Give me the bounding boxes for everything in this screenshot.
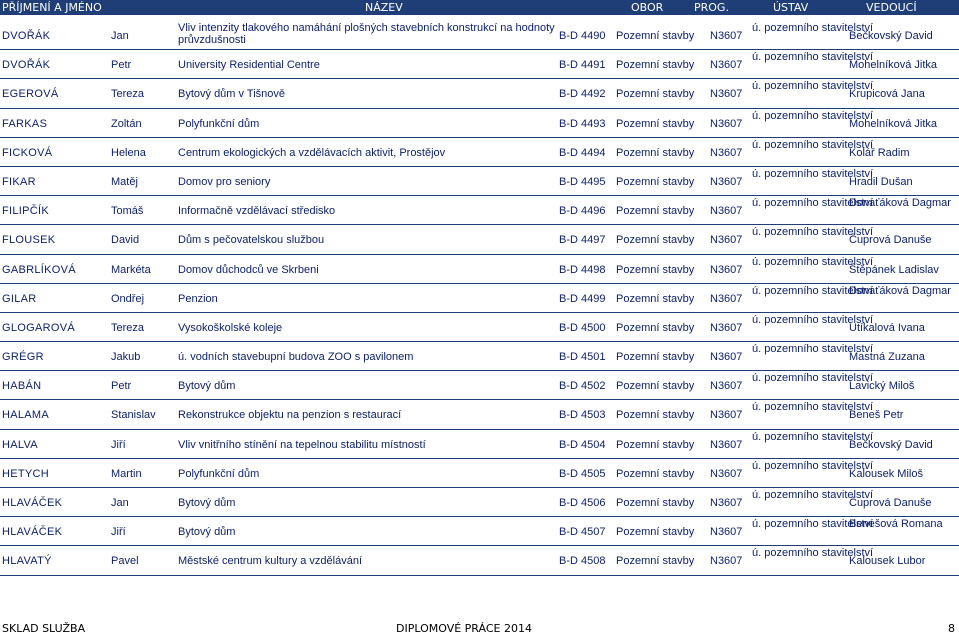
cell-obor: Pozemní stavby [616,526,695,539]
header-title: NÁZEV [365,1,403,14]
cell-title: ú. vodních stavebupní budova ZOO s pavilonem [178,351,414,364]
cell-obor: Pozemní stavby [616,30,695,42]
header-prog: PROG. [694,1,729,14]
cell-vedouci: Beneš Petr [849,409,904,422]
cell-obor: Pozemní stavby [616,497,695,509]
cell-prog: N3607 [710,59,743,72]
cell-surname: EGEROVÁ [2,88,59,101]
cell-obor: Pozemní stavby [616,88,695,101]
cell-name: Tereza [111,321,145,334]
table-row [0,284,959,313]
cell-vedouci: Bečkovský David [849,438,933,451]
cell-surname: HABÁN [2,380,42,393]
cell-prog: N3607 [710,175,743,188]
cell-surname: FILIPČÍK [2,205,50,218]
cell-vedouci: Čuprová Danuše [849,234,932,247]
cell-surname: GABRLÍKOVÁ [2,263,76,276]
cell-vedouci: Utíkalová Ivana [849,321,925,334]
cell-ustav: ú. pozemního stavitelství [752,401,874,414]
cell-obor: Pozemní stavby [616,234,695,247]
table-row [0,371,959,400]
cell-prog: N3607 [710,292,743,305]
cell-title: Domov důchodců ve Skrbeni [178,263,319,276]
table-row [0,21,959,50]
table-row [0,546,959,575]
cell-vedouci: Krupicová Jana [849,88,925,101]
cell-vedouci: Donaťáková Dagmar [849,284,951,297]
table-row [0,342,959,371]
cell-name: Petr [111,59,132,72]
table-row [0,517,959,546]
cell-obor: Pozemní stavby [616,351,695,364]
cell-surname: FLOUSEK [2,234,56,247]
cell-surname: HLAVÁČEK [2,497,63,509]
table-row [0,430,959,459]
cell-title: Dům s pečovatelskou službou [178,234,325,247]
cell-ustav: ú. pozemního stavitelství [752,138,874,151]
cell-name: David [111,234,140,247]
cell-vedouci: Mohelníková Jitka [849,117,938,130]
cell-name: Helena [111,146,146,159]
table-row [0,196,959,225]
cell-ustav: ú. pozemního stavitelství [752,284,874,297]
cell-vedouci: Kalousek Lubor [849,555,926,568]
table-header [0,0,959,15]
cell-title: Centrum ekologických a vzdělávacích aktivit, Prostějov [178,146,446,159]
cell-prog: N3607 [710,351,743,364]
cell-name: Jakub [111,351,141,364]
page-number: 8 [948,622,955,635]
cell-title: Bytový dům v Tišnově [178,88,285,101]
cell-name: Ondřej [111,292,145,305]
header-obor: OBOR [631,1,664,14]
cell-prog: N3607 [710,555,743,568]
cell-surname: GILAR [2,292,37,305]
cell-title: Bytový dům [178,526,236,539]
cell-title: Bytový dům [178,497,236,509]
cell-prog: N3607 [710,409,743,422]
cell-ustav: ú. pozemního stavitelství [752,518,874,531]
cell-surname: FICKOVÁ [2,146,53,159]
cell-name: Matěj [111,175,138,188]
cell-vedouci: Benešová Romana [849,518,943,531]
page-footer [0,624,959,635]
cell-code: B-D 4496 [559,205,606,218]
cell-name: Martin [111,467,142,480]
cell-obor: Pozemní stavby [616,321,695,334]
cell-obor: Pozemní stavby [616,146,695,159]
cell-prog: N3607 [710,234,743,247]
cell-code: B-D 4490 [559,30,606,42]
header-ustav: ÚSTAV [773,1,809,14]
cell-ustav: ú. pozemního stavitelství [752,547,874,560]
cell-surname: FARKAS [2,117,48,130]
cell-prog: N3607 [710,205,743,218]
cell-title: Penzion [178,292,218,305]
table-row [0,138,959,167]
footer-center-text: DIPLOMOVÉ PRÁCE 2014 [396,622,532,635]
table-row [0,109,959,138]
cell-obor: Pozemní stavby [616,555,695,568]
cell-name: Jiří [111,438,126,451]
table-row [0,167,959,196]
cell-prog: N3607 [710,380,743,393]
table-row [0,255,959,284]
cell-code: B-D 4507 [559,526,606,539]
cell-surname: HLAVATÝ [2,555,52,568]
cell-prog: N3607 [710,146,743,159]
cell-ustav: ú. pozemního stavitelství [752,51,874,64]
cell-vedouci: Bečkovský David [849,30,933,42]
cell-prog: N3607 [710,30,743,42]
cell-vedouci: Lavický Miloš [849,380,915,393]
cell-surname: GLOGAROVÁ [2,321,75,334]
cell-prog: N3607 [710,117,743,130]
cell-surname: FIKAR [2,175,36,188]
cell-title: Polyfunkční dům [178,117,260,130]
cell-code: B-D 4494 [559,146,606,159]
cell-title: Rekonstrukce objektu na penzion s restaurací [178,409,402,422]
thesis-table [0,21,959,576]
cell-ustav: ú. pozemního stavitelství [752,372,874,385]
cell-vedouci: Donaťáková Dagmar [849,197,951,210]
cell-name: Jiří [111,526,126,539]
cell-code: B-D 4495 [559,175,606,188]
cell-vedouci: Kalousek Miloš [849,467,923,480]
table-row [0,400,959,429]
cell-vedouci: Štěpánek Ladislav [849,263,939,276]
cell-name: Petr [111,380,132,393]
table-row [0,459,959,488]
cell-code: B-D 4493 [559,117,606,130]
header-vedouci: VEDOUCÍ [866,1,917,14]
cell-surname: DVOŘÁK [2,59,51,72]
cell-prog: N3607 [710,467,743,480]
cell-surname: HALVA [2,438,38,451]
cell-surname: DVOŘÁK [2,30,51,42]
cell-obor: Pozemní stavby [616,59,695,72]
cell-title: University Residential Centre [178,59,320,72]
cell-obor: Pozemní stavby [616,175,695,188]
cell-name: Tereza [111,88,145,101]
cell-obor: Pozemní stavby [616,117,695,130]
cell-ustav: ú. pozemního stavitelství [752,80,874,93]
cell-obor: Pozemní stavby [616,292,695,305]
cell-ustav: ú. pozemního stavitelství [752,343,874,356]
cell-surname: HLAVÁČEK [2,526,63,539]
cell-code: B-D 4499 [559,292,606,305]
cell-code: B-D 4501 [559,351,606,364]
cell-obor: Pozemní stavby [616,263,695,276]
cell-vedouci: Mohelníková Jitka [849,59,938,72]
cell-title: Vliv vnitřního stínění na tepelnou stabilitu místností [178,438,426,451]
cell-ustav: ú. pozemního stavitelství [752,167,874,180]
cell-ustav: ú. pozemního stavitelství [752,109,874,122]
cell-title: Polyfunkční dům [178,467,260,480]
cell-code: B-D 4492 [559,88,606,101]
cell-prog: N3607 [710,526,743,539]
cell-name: Markéta [111,263,151,276]
cell-obor: Pozemní stavby [616,467,695,480]
cell-ustav: ú. pozemního stavitelství [752,313,874,326]
cell-name: Pavel [111,555,139,568]
cell-vedouci: Hradil Dušan [849,175,913,188]
cell-ustav: ú. pozemního stavitelství [752,22,874,34]
cell-prog: N3607 [710,88,743,101]
cell-code: B-D 4503 [559,409,606,422]
cell-code: B-D 4497 [559,234,606,247]
cell-ustav: ú. pozemního stavitelství [752,459,874,472]
cell-ustav: ú. pozemního stavitelství [752,430,874,443]
cell-prog: N3607 [710,438,743,451]
cell-obor: Pozemní stavby [616,205,695,218]
cell-prog: N3607 [710,497,743,509]
cell-ustav: ú. pozemního stavitelství [752,255,874,268]
cell-name: Jan [111,30,129,42]
table-row [0,313,959,342]
cell-name: Zoltán [111,117,142,130]
cell-obor: Pozemní stavby [616,438,695,451]
cell-ustav: ú. pozemního stavitelství [752,197,874,210]
cell-code: B-D 4500 [559,321,606,334]
cell-title: Vysokoškolské koleje [178,321,283,334]
cell-prog: N3607 [710,263,743,276]
cell-code: B-D 4508 [559,555,606,568]
table-row [0,225,959,254]
cell-code: B-D 4504 [559,438,606,451]
header-surname: PŘÍJMENÍ A JMÉNO [2,1,102,14]
cell-code: B-D 4506 [559,497,606,509]
cell-vedouci: Mastná Zuzana [849,351,925,364]
cell-title: Domov pro seniory [178,175,271,188]
cell-prog: N3607 [710,321,743,334]
cell-name: Tomáš [111,205,144,218]
footer-left-text: SKLAD SLUŽBA [2,622,86,635]
cell-obor: Pozemní stavby [616,380,695,393]
cell-name: Stanislav [111,409,156,422]
cell-title: Bytový dům [178,380,236,393]
cell-title: Městské centrum kultury a vzdělávání [178,555,363,568]
cell-code: B-D 4491 [559,59,606,72]
table-row [0,50,959,79]
cell-obor: Pozemní stavby [616,409,695,422]
cell-surname: HETYCH [2,467,50,480]
cell-code: B-D 4502 [559,380,606,393]
cell-title: Informačně vzdělávací středisko [178,205,336,218]
cell-surname: HALAMA [2,409,50,422]
cell-vedouci: Čuprová Danuše [849,497,932,509]
cell-code: B-D 4505 [559,467,606,480]
cell-code: B-D 4498 [559,263,606,276]
cell-vedouci: Kolář Radim [849,146,910,159]
cell-surname: GRÉGR [2,351,44,364]
cell-name: Jan [111,497,129,509]
table-row [0,79,959,108]
table-row [0,488,959,517]
cell-ustav: ú. pozemního stavitelství [752,226,874,239]
cell-title: Vliv intenzity tlakového namáhání plošných stavebních konstrukcí na hodnoty průvzdušnosti [178,22,555,46]
cell-ustav: ú. pozemního stavitelství [752,489,874,501]
